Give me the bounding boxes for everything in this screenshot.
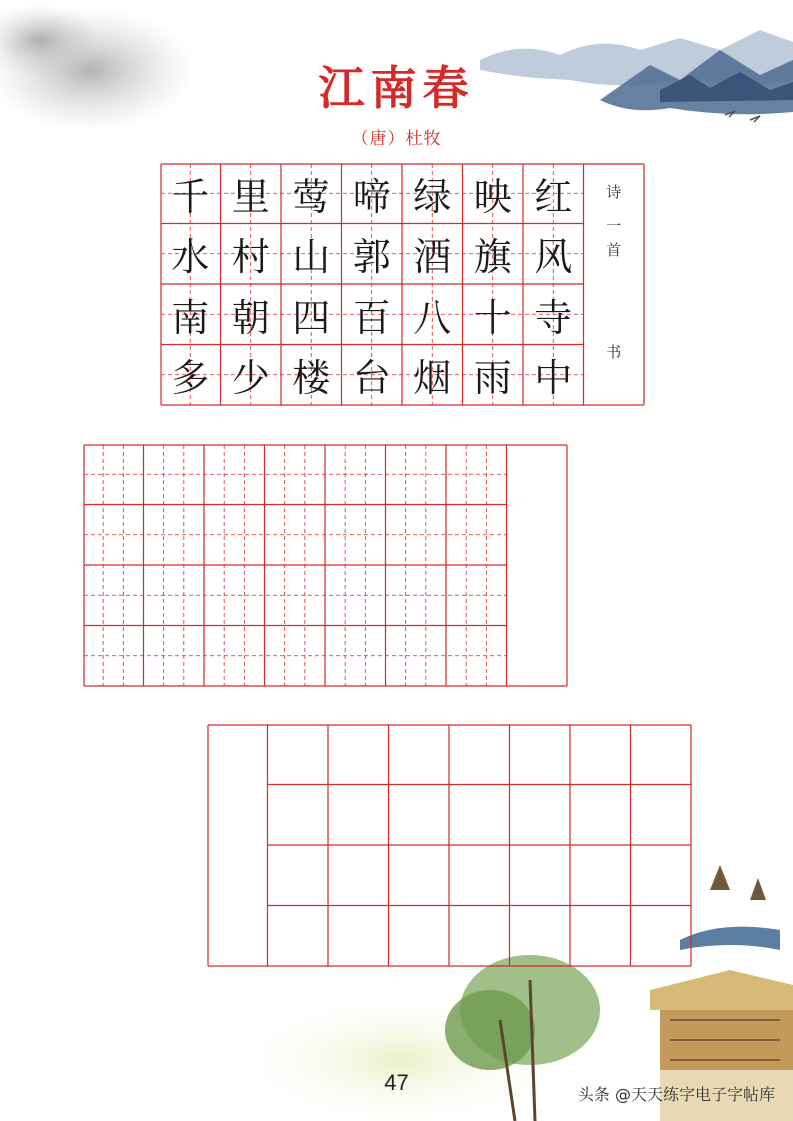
- practice-cell[interactable]: [449, 845, 510, 906]
- practice-cell[interactable]: [268, 906, 329, 967]
- practice-cell[interactable]: [631, 845, 692, 906]
- practice-cell[interactable]: [570, 785, 631, 846]
- practice-cell[interactable]: [386, 505, 447, 566]
- model-cell: [221, 224, 282, 285]
- model-character: 八: [413, 295, 452, 340]
- model-character: 村: [231, 235, 270, 280]
- practice-cell[interactable]: [328, 724, 389, 785]
- model-character: 十: [473, 295, 512, 340]
- model-character: 啼: [352, 174, 391, 219]
- model-cell: [523, 224, 584, 285]
- practice-cell[interactable]: [83, 505, 144, 566]
- model-character: 朝: [231, 295, 270, 340]
- model-cell: [221, 284, 282, 345]
- model-cell: [160, 284, 221, 345]
- practice-cell[interactable]: [570, 724, 631, 785]
- practice-cell[interactable]: [510, 845, 571, 906]
- model-character: 楼: [292, 356, 331, 401]
- model-character: 旗: [473, 235, 512, 280]
- practice-cell[interactable]: [144, 505, 205, 566]
- practice-cell[interactable]: [144, 565, 205, 626]
- model-cell: [402, 224, 463, 285]
- practice-cell[interactable]: [510, 785, 571, 846]
- model-character: 中: [534, 356, 573, 401]
- practice-cell[interactable]: [83, 444, 144, 505]
- model-character: 红: [534, 174, 573, 219]
- practice-cell[interactable]: [83, 565, 144, 626]
- model-cell: [221, 345, 282, 406]
- practice-cell[interactable]: [446, 626, 507, 687]
- signature-character: 首: [606, 241, 622, 259]
- practice-cell[interactable]: [328, 906, 389, 967]
- model-cell: [402, 345, 463, 406]
- model-character: 四: [292, 295, 331, 340]
- model-cell: [402, 163, 463, 224]
- practice-cell[interactable]: [328, 785, 389, 846]
- model-character: 百: [352, 295, 391, 340]
- model-cell: [281, 284, 342, 345]
- practice-cell[interactable]: [389, 785, 450, 846]
- model-cell: [463, 224, 524, 285]
- model-cell: [160, 345, 221, 406]
- model-cell: [342, 284, 403, 345]
- watermark-text: 头条 @天天练字电子字帖库: [577, 1085, 775, 1104]
- practice-cell[interactable]: [265, 626, 326, 687]
- model-cell: [281, 345, 342, 406]
- practice-cell[interactable]: [325, 505, 386, 566]
- model-cell: [402, 284, 463, 345]
- practice-cell[interactable]: [386, 626, 447, 687]
- model-character: 莺: [292, 174, 331, 219]
- model-character: 多: [171, 356, 210, 401]
- practice-cell[interactable]: [570, 845, 631, 906]
- practice-cell[interactable]: [265, 444, 326, 505]
- model-cell: [523, 345, 584, 406]
- model-character: 少: [231, 356, 270, 401]
- model-character: 雨: [473, 356, 512, 401]
- practice-cell[interactable]: [389, 845, 450, 906]
- signature-character: 诗: [606, 183, 622, 201]
- poem-author: （唐）杜牧: [351, 129, 442, 149]
- practice-cell[interactable]: [449, 906, 510, 967]
- model-character: 台: [352, 356, 391, 401]
- practice-cell[interactable]: [268, 785, 329, 846]
- practice-cell[interactable]: [389, 724, 450, 785]
- practice-cell[interactable]: [510, 906, 571, 967]
- practice-cell[interactable]: [446, 505, 507, 566]
- model-character: 风: [534, 235, 573, 280]
- model-cell: [463, 345, 524, 406]
- model-cell: [160, 163, 221, 224]
- model-cell: [463, 163, 524, 224]
- model-cell: [281, 224, 342, 285]
- practice-cell[interactable]: [631, 724, 692, 785]
- model-character: 南: [171, 295, 210, 340]
- practice-cell[interactable]: [631, 906, 692, 967]
- practice-cell[interactable]: [83, 626, 144, 687]
- practice-cell[interactable]: [204, 505, 265, 566]
- practice-cell[interactable]: [386, 444, 447, 505]
- model-cell: [221, 163, 282, 224]
- practice-cell[interactable]: [386, 565, 447, 626]
- practice-cell[interactable]: [570, 906, 631, 967]
- practice-cell[interactable]: [631, 785, 692, 846]
- page-number: 47: [384, 1070, 409, 1095]
- model-cell: [523, 284, 584, 345]
- practice-cell[interactable]: [446, 444, 507, 505]
- page-title: 江南春: [318, 61, 475, 115]
- practice-cell[interactable]: [325, 444, 386, 505]
- practice-cell[interactable]: [325, 565, 386, 626]
- model-character-grid: [160, 163, 645, 406]
- model-character: 千: [171, 174, 210, 219]
- model-cell: [342, 345, 403, 406]
- practice-cell[interactable]: [265, 565, 326, 626]
- practice-cell[interactable]: [144, 444, 205, 505]
- practice-cell[interactable]: [268, 845, 329, 906]
- model-cell: [523, 163, 584, 224]
- model-character: 绿: [413, 174, 452, 219]
- model-character: 里: [231, 174, 270, 219]
- model-character: 寺: [534, 295, 573, 340]
- practice-cell[interactable]: [389, 906, 450, 967]
- model-character: 烟: [413, 356, 452, 401]
- practice-cell[interactable]: [510, 724, 571, 785]
- practice-cell[interactable]: [144, 626, 205, 687]
- model-cell: [463, 284, 524, 345]
- model-character: 酒: [413, 235, 452, 280]
- practice-cell[interactable]: [204, 565, 265, 626]
- practice-cell[interactable]: [268, 724, 329, 785]
- practice-cell[interactable]: [446, 565, 507, 626]
- practice-grid-plain: [207, 724, 691, 967]
- practice-grid-dashed: [83, 444, 567, 687]
- practice-cell[interactable]: [328, 845, 389, 906]
- model-character: 映: [473, 174, 512, 219]
- practice-cell[interactable]: [325, 626, 386, 687]
- practice-cell[interactable]: [204, 444, 265, 505]
- model-character: 郭: [352, 235, 391, 280]
- practice-cell[interactable]: [204, 626, 265, 687]
- model-cell: [160, 224, 221, 285]
- practice-cell[interactable]: [449, 724, 510, 785]
- signature-character: 书: [606, 343, 622, 361]
- signature-character: 一: [606, 217, 622, 235]
- practice-cell[interactable]: [449, 785, 510, 846]
- practice-cell[interactable]: [265, 505, 326, 566]
- model-character: 水: [171, 235, 210, 280]
- model-cell: [342, 163, 403, 224]
- model-character: 山: [292, 235, 331, 280]
- model-cell: [342, 224, 403, 285]
- model-cell: [281, 163, 342, 224]
